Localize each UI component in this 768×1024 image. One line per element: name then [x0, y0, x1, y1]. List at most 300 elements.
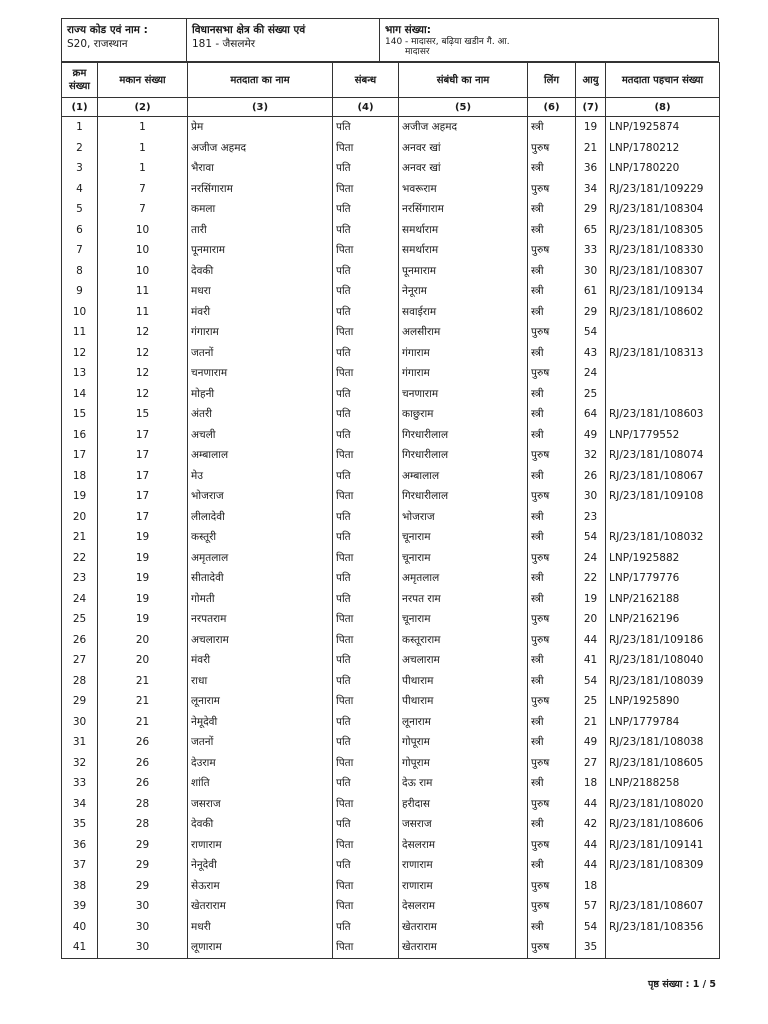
house-number-cell: 7: [98, 179, 188, 200]
age-cell: 18: [576, 773, 606, 794]
house-number-cell: 11: [98, 302, 188, 323]
serial-cell: 19: [62, 486, 98, 507]
col-number: (1): [62, 98, 98, 117]
serial-cell: 21: [62, 527, 98, 548]
gender-cell: स्त्री: [528, 855, 576, 876]
relative-name-cell: अलसीराम: [399, 322, 528, 343]
gender-cell: स्त्री: [528, 199, 576, 220]
epic-number-cell: RJ/23/181/108309: [606, 855, 720, 876]
serial-cell: 7: [62, 240, 98, 261]
voter-name-cell: भैरावा: [188, 158, 333, 179]
epic-number-cell: LNP/1780212: [606, 138, 720, 159]
voter-name-cell: गोमती: [188, 589, 333, 610]
house-number-cell: 28: [98, 814, 188, 835]
gender-cell: स्त्री: [528, 220, 576, 241]
table-row: [62, 548, 720, 569]
age-cell: 24: [576, 363, 606, 384]
age-cell: 29: [576, 199, 606, 220]
house-number-cell: 29: [98, 876, 188, 897]
house-number-cell: 15: [98, 404, 188, 425]
relative-name-cell: अचलाराम: [399, 650, 528, 671]
relative-name-cell: गिरधारीलाल: [399, 486, 528, 507]
page-number: पृष्ठ संख्या : 1 / 5: [648, 979, 716, 990]
gender-cell: पुरुष: [528, 630, 576, 651]
part-value-line2: मादासर: [405, 47, 430, 57]
relation-cell: पति: [333, 507, 399, 528]
relative-name-cell: गिरधारीलाल: [399, 425, 528, 446]
epic-number-cell: RJ/23/181/108032: [606, 527, 720, 548]
voter-list-page: [61, 18, 719, 959]
epic-number-cell: LNP/2162188: [606, 589, 720, 610]
age-cell: 20: [576, 609, 606, 630]
serial-cell: 14: [62, 384, 98, 405]
age-cell: 54: [576, 322, 606, 343]
serial-cell: 29: [62, 691, 98, 712]
relation-cell: पति: [333, 158, 399, 179]
gender-cell: स्त्री: [528, 425, 576, 446]
relative-name-cell: कस्तूराराम: [399, 630, 528, 651]
epic-number-cell: RJ/23/181/108074: [606, 445, 720, 466]
house-number-cell: 12: [98, 363, 188, 384]
gender-cell: पुरुष: [528, 691, 576, 712]
relation-cell: पिता: [333, 486, 399, 507]
table-row: [62, 302, 720, 323]
table-row: [62, 281, 720, 302]
voter-name-cell: जतनों: [188, 732, 333, 753]
gender-cell: स्त्री: [528, 814, 576, 835]
relation-cell: पिता: [333, 363, 399, 384]
table-row: [62, 199, 720, 220]
voter-name-cell: देवकी: [188, 261, 333, 282]
relative-name-cell: पीथाराम: [399, 671, 528, 692]
col-age-header: आयु: [576, 63, 606, 98]
table-row: [62, 343, 720, 364]
relation-cell: पिता: [333, 548, 399, 569]
age-cell: 35: [576, 937, 606, 958]
relative-name-cell: काछुराम: [399, 404, 528, 425]
table-row: [62, 876, 720, 897]
serial-cell: 38: [62, 876, 98, 897]
house-number-cell: 19: [98, 527, 188, 548]
table-row: [62, 220, 720, 241]
table-row: [62, 425, 720, 446]
assembly-label: विधानसभा क्षेत्र की संख्या एवं: [192, 24, 306, 36]
voter-name-cell: भोजराज: [188, 486, 333, 507]
relative-name-cell: अनवर खां: [399, 138, 528, 159]
relation-cell: पति: [333, 527, 399, 548]
epic-number-cell: LNP/1779776: [606, 568, 720, 589]
age-cell: 25: [576, 384, 606, 405]
epic-number-cell: RJ/23/181/108038: [606, 732, 720, 753]
relative-name-cell: अजीज अहमद: [399, 117, 528, 138]
epic-number-cell: LNP/1780220: [606, 158, 720, 179]
serial-cell: 4: [62, 179, 98, 200]
serial-cell: 30: [62, 712, 98, 733]
table-row: [62, 466, 720, 487]
age-cell: 41: [576, 650, 606, 671]
age-cell: 54: [576, 917, 606, 938]
relative-name-cell: खेतराराम: [399, 917, 528, 938]
relation-cell: पिता: [333, 445, 399, 466]
relation-cell: पिता: [333, 794, 399, 815]
voter-name-cell: मधरा: [188, 281, 333, 302]
relation-cell: पति: [333, 343, 399, 364]
age-cell: 19: [576, 117, 606, 138]
relative-name-cell: देसलराम: [399, 835, 528, 856]
serial-cell: 18: [62, 466, 98, 487]
gender-cell: पुरुष: [528, 937, 576, 958]
age-cell: 34: [576, 179, 606, 200]
epic-number-cell: RJ/23/181/109141: [606, 835, 720, 856]
gender-cell: स्त्री: [528, 507, 576, 528]
serial-cell: 40: [62, 917, 98, 938]
house-number-cell: 20: [98, 650, 188, 671]
relative-name-cell: अम्बालाल: [399, 466, 528, 487]
voter-name-cell: नरसिंगाराम: [188, 179, 333, 200]
relation-cell: पिता: [333, 876, 399, 897]
gender-cell: पुरुष: [528, 240, 576, 261]
epic-number-cell: RJ/23/181/108356: [606, 917, 720, 938]
table-row: [62, 937, 720, 958]
table-row: [62, 671, 720, 692]
relation-cell: पति: [333, 855, 399, 876]
voter-name-cell: देवकी: [188, 814, 333, 835]
epic-number-cell: RJ/23/181/108603: [606, 404, 720, 425]
epic-number-cell: [606, 507, 720, 528]
relation-cell: पिता: [333, 138, 399, 159]
voter-name-cell: अचली: [188, 425, 333, 446]
relation-cell: पिता: [333, 240, 399, 261]
serial-cell: 31: [62, 732, 98, 753]
table-row: [62, 794, 720, 815]
relative-name-cell: गोपूराम: [399, 753, 528, 774]
house-number-cell: 30: [98, 917, 188, 938]
house-number-cell: 17: [98, 445, 188, 466]
table-row: [62, 917, 720, 938]
relation-cell: पिता: [333, 609, 399, 630]
gender-cell: पुरुष: [528, 363, 576, 384]
epic-number-cell: RJ/23/181/108305: [606, 220, 720, 241]
relative-name-cell: गोपूराम: [399, 732, 528, 753]
serial-cell: 27: [62, 650, 98, 671]
relation-cell: पिता: [333, 835, 399, 856]
col-number: (3): [188, 98, 333, 117]
house-number-cell: 29: [98, 855, 188, 876]
gender-cell: स्त्री: [528, 466, 576, 487]
house-number-cell: 30: [98, 937, 188, 958]
house-number-cell: 29: [98, 835, 188, 856]
epic-number-cell: [606, 876, 720, 897]
serial-cell: 6: [62, 220, 98, 241]
table-row: [62, 117, 720, 138]
gender-cell: स्त्री: [528, 527, 576, 548]
house-number-cell: 19: [98, 568, 188, 589]
relative-name-cell: देसलराम: [399, 896, 528, 917]
voter-name-cell: अजीज अहमद: [188, 138, 333, 159]
relative-name-cell: अमृतलाल: [399, 568, 528, 589]
serial-cell: 10: [62, 302, 98, 323]
col-number: (2): [98, 98, 188, 117]
relation-cell: पति: [333, 568, 399, 589]
table-row: [62, 138, 720, 159]
relation-cell: पति: [333, 466, 399, 487]
gender-cell: स्त्री: [528, 568, 576, 589]
table-row: [62, 609, 720, 630]
relation-cell: पति: [333, 732, 399, 753]
house-number-cell: 7: [98, 199, 188, 220]
relation-cell: पति: [333, 384, 399, 405]
relative-name-cell: गिरधारीलाल: [399, 445, 528, 466]
gender-cell: स्त्री: [528, 404, 576, 425]
age-cell: 27: [576, 753, 606, 774]
age-cell: 64: [576, 404, 606, 425]
age-cell: 44: [576, 855, 606, 876]
relative-name-cell: समर्थाराम: [399, 240, 528, 261]
part-cell: [380, 19, 718, 61]
relation-cell: पति: [333, 814, 399, 835]
voter-name-cell: पूनमाराम: [188, 240, 333, 261]
voter-name-cell: लूणाराम: [188, 937, 333, 958]
table-row: [62, 384, 720, 405]
serial-cell: 36: [62, 835, 98, 856]
serial-cell: 25: [62, 609, 98, 630]
serial-cell: 1: [62, 117, 98, 138]
relative-name-cell: पीथाराम: [399, 691, 528, 712]
house-number-cell: 1: [98, 117, 188, 138]
col-relation-header: संबन्ध: [333, 63, 399, 98]
serial-cell: 28: [62, 671, 98, 692]
table-row: [62, 650, 720, 671]
epic-number-cell: LNP/1779784: [606, 712, 720, 733]
table-row: [62, 179, 720, 200]
relative-name-cell: चनणाराम: [399, 384, 528, 405]
voter-name-cell: कस्तूरी: [188, 527, 333, 548]
assembly-value: 181 - जैसलमेर: [192, 38, 256, 50]
col-number: (8): [606, 98, 720, 117]
column-header-row: [62, 63, 720, 98]
age-cell: 44: [576, 630, 606, 651]
gender-cell: पुरुष: [528, 179, 576, 200]
age-cell: 65: [576, 220, 606, 241]
relation-cell: पति: [333, 917, 399, 938]
serial-cell: 20: [62, 507, 98, 528]
table-row: [62, 445, 720, 466]
serial-cell: 41: [62, 937, 98, 958]
house-number-cell: 17: [98, 507, 188, 528]
gender-cell: पुरुष: [528, 548, 576, 569]
voter-name-cell: मेउ: [188, 466, 333, 487]
relation-cell: पति: [333, 773, 399, 794]
epic-number-cell: LNP/1925890: [606, 691, 720, 712]
assembly-cell: [187, 19, 380, 61]
relation-cell: पति: [333, 281, 399, 302]
voter-name-cell: मोहनी: [188, 384, 333, 405]
voter-name-cell: जसराज: [188, 794, 333, 815]
relative-name-cell: नरपत राम: [399, 589, 528, 610]
serial-cell: 11: [62, 322, 98, 343]
table-row: [62, 486, 720, 507]
gender-cell: स्त्री: [528, 650, 576, 671]
relative-name-cell: हरीदास: [399, 794, 528, 815]
serial-cell: 26: [62, 630, 98, 651]
house-number-cell: 30: [98, 896, 188, 917]
part-label: भाग संख्या:: [385, 24, 431, 36]
age-cell: 25: [576, 691, 606, 712]
gender-cell: स्त्री: [528, 589, 576, 610]
house-number-cell: 12: [98, 322, 188, 343]
gender-cell: स्त्री: [528, 712, 576, 733]
gender-cell: पुरुष: [528, 445, 576, 466]
age-cell: 30: [576, 486, 606, 507]
col-relative-name-header: संबंधी का नाम: [399, 63, 528, 98]
serial-cell: 24: [62, 589, 98, 610]
table-row: [62, 712, 720, 733]
serial-cell: 37: [62, 855, 98, 876]
house-number-cell: 28: [98, 794, 188, 815]
age-cell: 21: [576, 712, 606, 733]
relation-cell: पिता: [333, 630, 399, 651]
col-gender-header: लिंग: [528, 63, 576, 98]
voter-name-cell: अम्बालाल: [188, 445, 333, 466]
voter-name-cell: लीलादेवी: [188, 507, 333, 528]
gender-cell: पुरुष: [528, 835, 576, 856]
gender-cell: स्त्री: [528, 384, 576, 405]
age-cell: 36: [576, 158, 606, 179]
epic-number-cell: RJ/23/181/108067: [606, 466, 720, 487]
relation-cell: पिता: [333, 937, 399, 958]
house-number-cell: 21: [98, 712, 188, 733]
table-row: [62, 527, 720, 548]
table-row: [62, 568, 720, 589]
table-row: [62, 896, 720, 917]
serial-cell: 15: [62, 404, 98, 425]
house-number-cell: 10: [98, 220, 188, 241]
table-row: [62, 322, 720, 343]
table-row: [62, 507, 720, 528]
relative-name-cell: सवाईराम: [399, 302, 528, 323]
relation-cell: पति: [333, 650, 399, 671]
relation-cell: पिता: [333, 322, 399, 343]
gender-cell: स्त्री: [528, 281, 576, 302]
table-row: [62, 363, 720, 384]
gender-cell: पुरुष: [528, 753, 576, 774]
epic-number-cell: RJ/23/181/108307: [606, 261, 720, 282]
relation-cell: पिता: [333, 691, 399, 712]
age-cell: 18: [576, 876, 606, 897]
gender-cell: स्त्री: [528, 732, 576, 753]
epic-number-cell: LNP/1779552: [606, 425, 720, 446]
gender-cell: पुरुष: [528, 794, 576, 815]
gender-cell: स्त्री: [528, 671, 576, 692]
voter-name-cell: तारी: [188, 220, 333, 241]
table-row: [62, 240, 720, 261]
epic-number-cell: RJ/23/181/108020: [606, 794, 720, 815]
relation-cell: पति: [333, 671, 399, 692]
col-epic-header: मतदाता पहचान संख्या: [606, 63, 720, 98]
serial-cell: 33: [62, 773, 98, 794]
relation-cell: पति: [333, 261, 399, 282]
relative-name-cell: अनवर खां: [399, 158, 528, 179]
voter-name-cell: मंवरी: [188, 650, 333, 671]
relative-name-cell: चूनाराम: [399, 609, 528, 630]
relative-name-cell: राणाराम: [399, 855, 528, 876]
relative-name-cell: लूनाराम: [399, 712, 528, 733]
house-number-cell: 1: [98, 158, 188, 179]
epic-number-cell: RJ/23/181/109134: [606, 281, 720, 302]
gender-cell: पुरुष: [528, 486, 576, 507]
house-number-cell: 26: [98, 773, 188, 794]
gender-cell: पुरुष: [528, 138, 576, 159]
epic-number-cell: RJ/23/181/109186: [606, 630, 720, 651]
age-cell: 57: [576, 896, 606, 917]
table-row: [62, 835, 720, 856]
relative-name-cell: चूनाराम: [399, 527, 528, 548]
relative-name-cell: भवरूराम: [399, 179, 528, 200]
house-number-cell: 17: [98, 466, 188, 487]
house-number-cell: 12: [98, 384, 188, 405]
relation-cell: पति: [333, 712, 399, 733]
relative-name-cell: समर्थाराम: [399, 220, 528, 241]
serial-cell: 23: [62, 568, 98, 589]
age-cell: 33: [576, 240, 606, 261]
voter-name-cell: खेतराराम: [188, 896, 333, 917]
gender-cell: स्त्री: [528, 343, 576, 364]
voter-name-cell: नरपतराम: [188, 609, 333, 630]
document-header: [61, 18, 719, 62]
house-number-cell: 10: [98, 261, 188, 282]
gender-cell: पुरुष: [528, 322, 576, 343]
epic-number-cell: RJ/23/181/108602: [606, 302, 720, 323]
voter-name-cell: चनणाराम: [188, 363, 333, 384]
relation-cell: पति: [333, 302, 399, 323]
serial-cell: 13: [62, 363, 98, 384]
table-row: [62, 773, 720, 794]
voter-name-cell: अंतरी: [188, 404, 333, 425]
epic-number-cell: [606, 384, 720, 405]
age-cell: 19: [576, 589, 606, 610]
epic-number-cell: RJ/23/181/108607: [606, 896, 720, 917]
epic-number-cell: LNP/2188258: [606, 773, 720, 794]
gender-cell: स्त्री: [528, 261, 576, 282]
col-number: (4): [333, 98, 399, 117]
house-number-cell: 20: [98, 630, 188, 651]
voter-name-cell: प्रेम: [188, 117, 333, 138]
epic-number-cell: [606, 937, 720, 958]
house-number-cell: 19: [98, 609, 188, 630]
gender-cell: स्त्री: [528, 117, 576, 138]
relation-cell: पति: [333, 220, 399, 241]
relation-cell: पति: [333, 589, 399, 610]
age-cell: 32: [576, 445, 606, 466]
serial-cell: 35: [62, 814, 98, 835]
serial-cell: 12: [62, 343, 98, 364]
table-row: [62, 158, 720, 179]
age-cell: 24: [576, 548, 606, 569]
age-cell: 54: [576, 527, 606, 548]
epic-number-cell: RJ/23/181/108330: [606, 240, 720, 261]
house-number-cell: 1: [98, 138, 188, 159]
relation-cell: पिता: [333, 896, 399, 917]
age-cell: 54: [576, 671, 606, 692]
table-row: [62, 261, 720, 282]
serial-cell: 3: [62, 158, 98, 179]
gender-cell: पुरुष: [528, 609, 576, 630]
house-number-cell: 26: [98, 753, 188, 774]
serial-cell: 34: [62, 794, 98, 815]
relative-name-cell: नरसिंगाराम: [399, 199, 528, 220]
age-cell: 49: [576, 425, 606, 446]
house-number-cell: 12: [98, 343, 188, 364]
